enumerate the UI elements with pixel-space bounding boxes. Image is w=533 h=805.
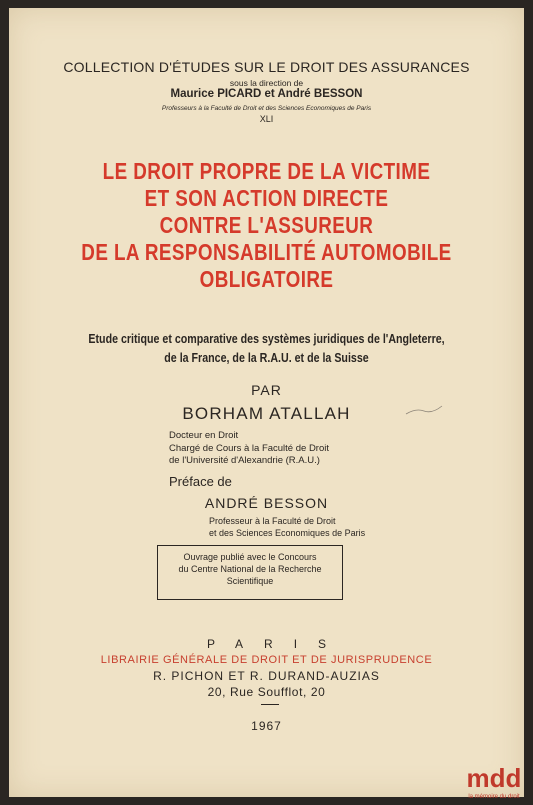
mdd-logo-text: mdd — [466, 763, 522, 793]
title-line: LE DROIT PROPRE DE LA VICTIME — [102, 158, 431, 184]
note-line: Ouvrage publié avec le Concours — [183, 552, 317, 562]
imprint-publisher: LIBRAIRIE GÉNÉRALE DE DROIT ET DE JURISPRUDENCE — [100, 654, 433, 666]
imprint-city: PARIS — [206, 637, 348, 651]
author-credentials — [129, 430, 489, 468]
direction-label: sous la direction de — [229, 78, 304, 88]
title-line: CONTRE L'ASSUREUR — [159, 212, 374, 238]
book-cover — [9, 8, 524, 797]
note-line: Scientifique — [226, 576, 274, 586]
preface-label: Préface de — [169, 474, 232, 489]
publication-note-box — [157, 545, 343, 600]
credential-line: Professeur à la Faculté de Droit — [209, 516, 336, 526]
preface-credentials — [169, 515, 469, 539]
mdd-watermark-logo — [459, 759, 529, 801]
publication-year: 1967 — [251, 719, 282, 733]
mdd-tagline: la mémoire du droit — [468, 794, 520, 800]
subtitle-line: Etude critique et comparative des systèmes juridiques de l'Angleterre, — [88, 331, 445, 346]
volume-number: XLI — [259, 114, 274, 124]
credential-line: de l'Université d'Alexandrie (R.A.U.) — [169, 455, 320, 466]
title-line: DE LA RESPONSABILITÉ AUTOMOBILE — [81, 239, 452, 265]
book-subtitle — [55, 329, 477, 367]
imprint-address: 20, Rue Soufflot, 20 — [207, 685, 326, 699]
title-line: ET SON ACTION DIRECTE — [144, 185, 389, 211]
book-title — [55, 158, 477, 293]
pencil-mark — [404, 404, 444, 418]
credential-line: Chargé de Cours à la Faculté de Droit — [169, 442, 329, 454]
credential-line: et des Sciences Economiques de Paris — [209, 528, 366, 538]
subtitle-line: de la France, de la R.A.U. et de la Suisse — [164, 350, 369, 365]
preface-author: ANDRÉ BESSON — [204, 495, 329, 511]
note-line: du Centre National de la Recherche — [178, 564, 322, 574]
by-label: PAR — [251, 382, 282, 398]
divider-rule — [261, 704, 279, 705]
credential-line: Docteur en Droit — [169, 430, 239, 441]
author-name: BORHAM ATALLAH — [182, 404, 351, 423]
series-title: COLLECTION D'ÉTUDES SUR LE DROIT DES ASSURANCES — [63, 59, 470, 75]
title-line: OBLIGATOIRE — [199, 266, 334, 292]
series-editors: Maurice PICARD et André BESSON — [170, 88, 363, 100]
editors-affiliation: Professeurs à la Faculté de Droit et des Sciences Economiques de Paris — [161, 105, 372, 112]
imprint-printer: R. PICHON ET R. DURAND-AUZIAS — [153, 669, 380, 683]
